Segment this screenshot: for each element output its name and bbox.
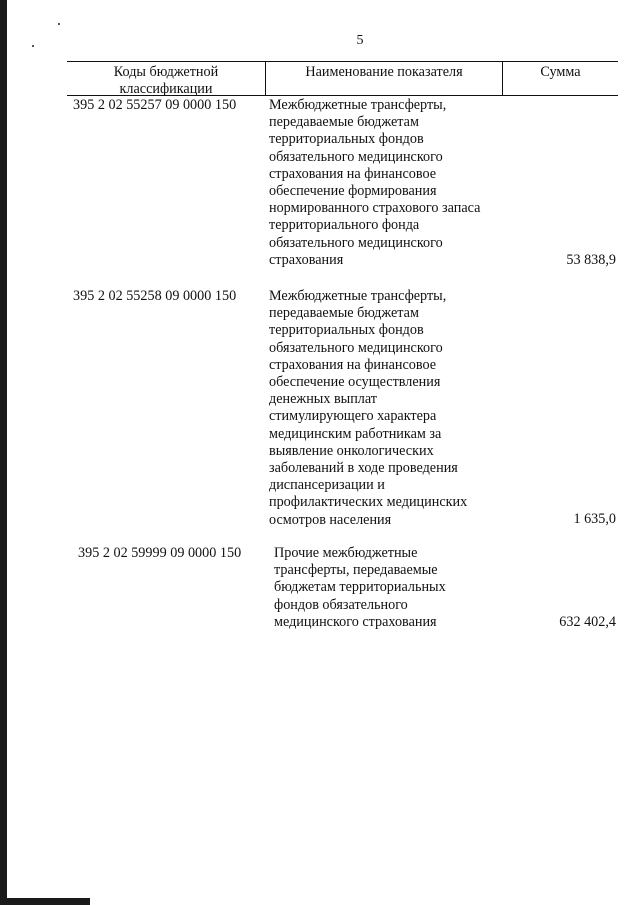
scan-border-left — [0, 0, 7, 905]
row-name: Межбюджетные трансферты, передаваемые бюджетам территориальных фондов обязательного медицинского страхования на финансовое обеспечение осуществления денежных выплат стимулирующего характера медицинским работникам за выявление онкологических заболеваний в ходе проведения диспансеризации и профилактических медицинских осмотров населения — [269, 288, 468, 528]
row-code: 395 2 02 55258 09 0000 150 — [73, 288, 237, 304]
row-name: Прочие межбюджетные трансферты, передаваемые бюджетам территориальных фондов обязательного медицинского страхования — [274, 545, 446, 630]
row-code: 395 2 02 59999 09 0000 150 — [78, 545, 242, 561]
row-sum: 632 402,4 — [559, 614, 616, 630]
header-name: Наименование показателя — [265, 62, 503, 95]
table-row — [67, 545, 618, 631]
scan-speck — [58, 23, 60, 25]
table-header — [67, 61, 618, 96]
row-name: Межбюджетные трансферты, передаваемые бюджетам территориальных фондов обязательного медицинского страхования на финансовое обеспечение формирования нормированного страхового запаса территориального фонда обязательного медицинского страхования — [269, 97, 481, 268]
header-sum: Сумма — [540, 64, 581, 80]
row-sum: 53 838,9 — [566, 252, 616, 268]
scan-border-bottom — [0, 898, 90, 905]
header-code: Коды бюджетной классификации — [113, 64, 219, 98]
row-sum: 1 635,0 — [573, 511, 616, 527]
budget-table — [67, 61, 618, 630]
table-row — [67, 288, 618, 529]
row-code: 395 2 02 55257 09 0000 150 — [73, 97, 237, 113]
table-row — [67, 97, 618, 269]
page-number: 5 — [356, 33, 364, 48]
